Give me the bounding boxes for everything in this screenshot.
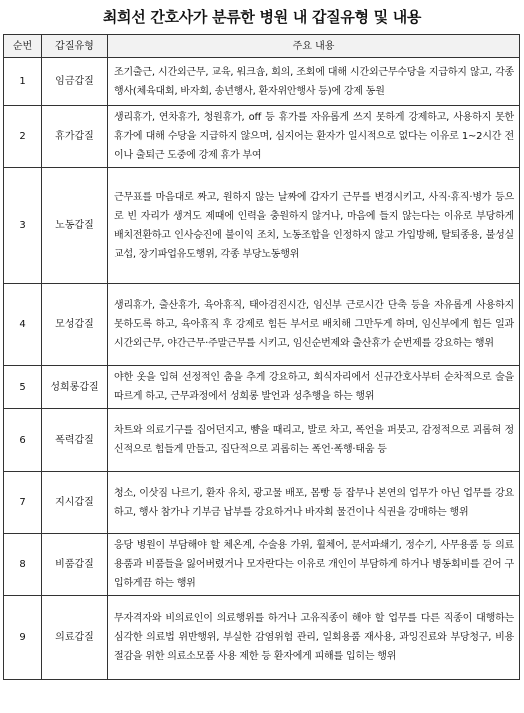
- table-row: [4, 168, 520, 284]
- row-content: 무자격자와 비의료인이 의료행위를 하거나 고유직종이 해야 할 업무를 다른 직종이 대행하는 심각한 의료법 위반행위, 부실한 감염위험 관리, 일회용품 재사용, 과잉진료와 부당청구, 비용절감을 위한 의료소모품 사용 제한 등 환자에게 피해를 입히는 행위: [108, 596, 520, 680]
- table-row: [4, 366, 520, 409]
- page-title: 최희선 간호사가 분류한 병원 내 갑질유형 및 내용: [102, 8, 422, 26]
- header-num: 순번: [4, 35, 42, 58]
- row-content: 야한 옷을 입혀 선정적인 춤을 추게 강요하고, 회식자리에서 신규간호사부터 순차적으로 술을 따르게 하고, 근무과정에서 성희롱 발언과 성추행을 하는 행위: [108, 366, 520, 409]
- row-type: 폭력갑질: [42, 409, 108, 472]
- table-header-row: [4, 35, 520, 58]
- row-num: 7: [4, 472, 42, 534]
- table-row: [4, 472, 520, 534]
- row-type: 노동갑질: [42, 168, 108, 284]
- row-content: 차트와 의료기구를 집어던지고, 뺨을 때리고, 발로 차고, 폭언을 퍼붓고, 감정적으로 괴롭혀 정신적으로 힘들게 만들고, 집단적으로 괴롭히는 폭언·폭행·태움 등: [108, 409, 520, 472]
- row-num: 1: [4, 58, 42, 106]
- row-type: 지시갑질: [42, 472, 108, 534]
- table-row: [4, 106, 520, 168]
- row-type: 모성갑질: [42, 284, 108, 366]
- row-content: 조기출근, 시간외근무, 교육, 워크숍, 회의, 조회에 대해 시간외근무수당을 지급하지 않고, 각종 행사(체육대회, 바자회, 송년행사, 환자위안행사 등)에 강제 동원: [108, 58, 520, 106]
- row-type: 의료갑질: [42, 596, 108, 680]
- table-row: [4, 409, 520, 472]
- header-type: 갑질유형: [42, 35, 108, 58]
- row-content: 생리휴가, 연차휴가, 청원휴가, off 등 휴가를 자유롭게 쓰지 못하게 강제하고, 사용하지 못한 휴가에 대해 수당을 지급하지 않으며, 심지어는 환자가 일시적으로 없다는 이유로 1~2시간 전이나 출퇴근 도중에 강제 휴가 부여: [108, 106, 520, 168]
- row-content: 청소, 이삿짐 나르기, 환자 유치, 광고물 배포, 몸빵 등 잡무나 본연의 업무가 아닌 업무를 강요하고, 행사 참가나 기부금 납부를 강요하거나 바자회 물건이나 식권을 강매하는 행위: [108, 472, 520, 534]
- row-num: 5: [4, 366, 42, 409]
- table-row: [4, 534, 520, 596]
- row-num: 2: [4, 106, 42, 168]
- row-content: 생리휴가, 출산휴가, 육아휴직, 태아검진시간, 임신부 근로시간 단축 등을 자유롭게 사용하지 못하도록 하고, 육아휴직 후 강제로 힘든 부서로 배치해 그만두게 하며, 임신부에게 힘든 일과 시간외근무, 야간근무·주말근무를 시키고, 임신순번제와 출산휴가 순번제를 강요하는 행위: [108, 284, 520, 366]
- row-type: 비품갑질: [42, 534, 108, 596]
- row-num: 6: [4, 409, 42, 472]
- row-type: 성희롱갑질: [42, 366, 108, 409]
- row-type: 임금갑질: [42, 58, 108, 106]
- header-content: 주요 내용: [108, 35, 520, 58]
- table-row: [4, 284, 520, 366]
- row-type: 휴가갑질: [42, 106, 108, 168]
- abuse-type-table: [3, 34, 520, 680]
- row-content: 근무표를 마음대로 짜고, 원하지 않는 날짜에 갑자기 근무를 변경시키고, 사직·휴직·병가 등으로 빈 자리가 생겨도 제때에 인력을 충원하지 않거나, 마음에 들지 않는다는 이유로 부당하게 배치전환하고 인사승진에 불이익 조치, 노동조합을 인정하지 않고 가입방해, 탈퇴종용, 불성실교섭, 장기파업유도행위, 각종 부당노동행위: [108, 168, 520, 284]
- row-num: 8: [4, 534, 42, 596]
- row-num: 4: [4, 284, 42, 366]
- row-num: 9: [4, 596, 42, 680]
- table-row: [4, 58, 520, 106]
- row-content: 응당 병원이 부담해야 할 체온계, 수술용 가위, 휠체어, 문서파쇄기, 정수기, 사무용품 등 의료용품과 비품들을 잃어버렸거나 모자란다는 이유로 개인이 부담하게 하거나 병동회비를 걷어 구입하게끔 하는 행위: [108, 534, 520, 596]
- table-row: [4, 596, 520, 680]
- row-num: 3: [4, 168, 42, 284]
